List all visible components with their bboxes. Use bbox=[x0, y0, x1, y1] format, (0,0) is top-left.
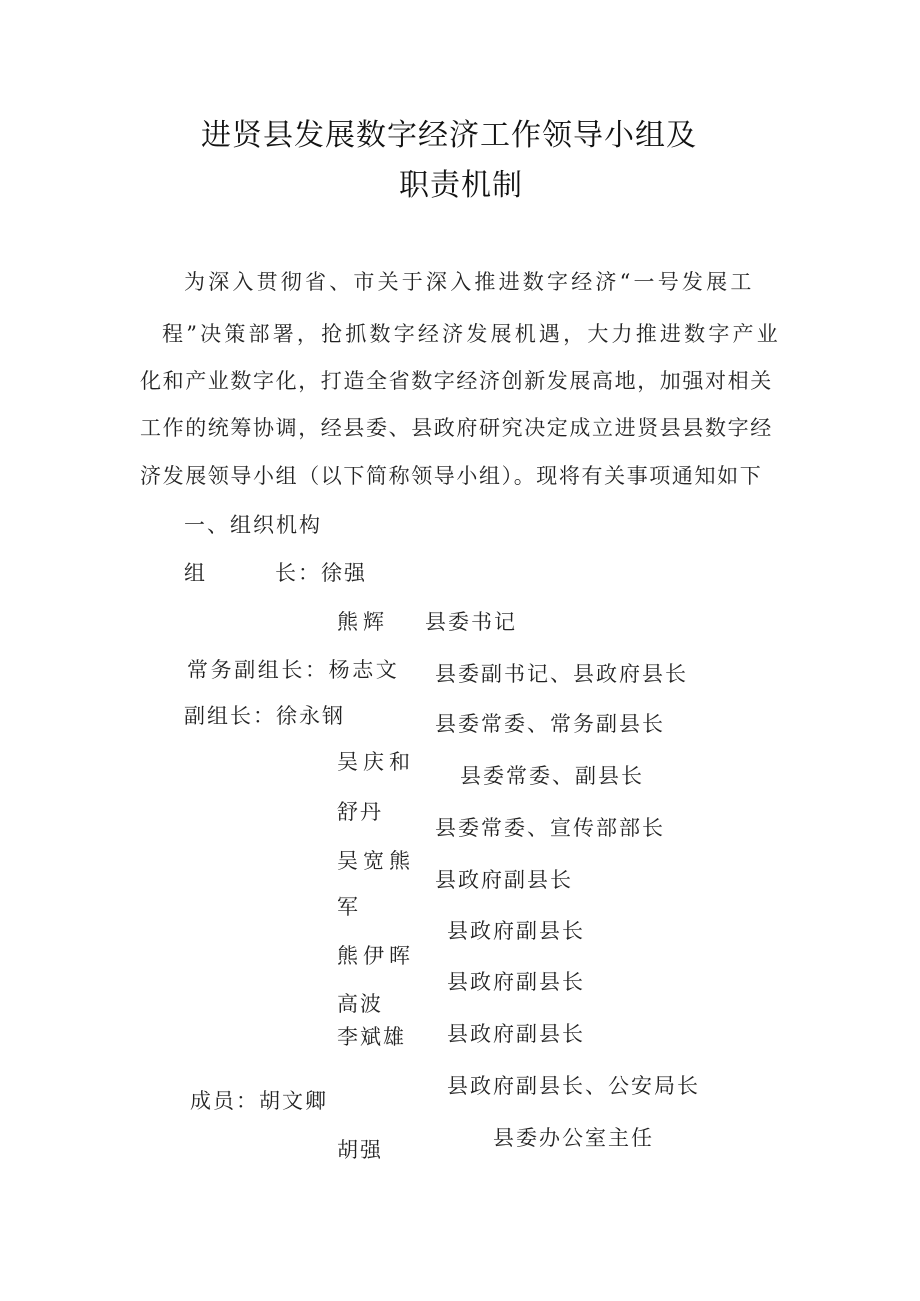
deputy-name: 李斌雄 bbox=[337, 1025, 406, 1049]
intro-line-4: 工作的统筹协调，经县委、县政府研究决定成立进贤县县数字经 bbox=[140, 416, 773, 440]
document-title-line-2: 职责机制 bbox=[399, 168, 523, 203]
deputy-title: 县政府副县长 bbox=[447, 1022, 585, 1046]
document-title-line-1: 进贤县发展数字经济工作领导小组及 bbox=[201, 118, 697, 153]
deputy-name: 军 bbox=[337, 895, 360, 919]
exec-deputy-leader: 常务副组长：杨志文 bbox=[187, 658, 400, 682]
deputy-title: 县政府副县长 bbox=[447, 919, 585, 943]
intro-line-3: 化和产业数字化，打造全省数字经济创新发展高地，加强对相关 bbox=[140, 369, 773, 393]
deputy-title: 县委常委、宣传部部长 bbox=[435, 816, 665, 840]
intro-line-5: 济发展领导小组（以下简称领导小组）。现将有关事项通知如下 bbox=[140, 464, 763, 488]
deputy-title: 县委常委、副县长 bbox=[460, 764, 644, 788]
member-title: 县委办公室主任 bbox=[493, 1126, 654, 1150]
leader-label: 组 bbox=[184, 561, 207, 585]
deputy-name: 熊伊晖 bbox=[337, 944, 415, 968]
deputy-title: 县委常委、常务副县长 bbox=[435, 712, 665, 736]
deputy-title: 县政府副县长 bbox=[435, 868, 573, 892]
deputy-leader: 副组长：徐永钢 bbox=[184, 704, 345, 728]
leader2-name: 熊辉 bbox=[337, 610, 389, 634]
deputy-name: 吴庆和 bbox=[337, 750, 415, 774]
intro-line-1: 为深入贯彻省、市关于深入推进数字经济“一号发展工 bbox=[184, 270, 755, 294]
exec-deputy-title: 县委副书记、县政府县长 bbox=[435, 662, 688, 686]
deputy-name: 舒丹 bbox=[337, 800, 383, 824]
section-heading-organization: 一、组织机构 bbox=[184, 513, 322, 537]
deputy-title: 县政府副县长、公安局长 bbox=[447, 1074, 700, 1098]
leader-name: 长：徐强 bbox=[275, 561, 367, 585]
members-label: 成员：胡文卿 bbox=[190, 1089, 328, 1113]
intro-line-2: 程”决策部署，抢抓数字经济发展机遇，大力推进数字产业 bbox=[162, 322, 781, 346]
deputy-name: 高波 bbox=[337, 992, 383, 1016]
member-name: 胡强 bbox=[337, 1138, 383, 1162]
deputy-name: 吴宽熊 bbox=[337, 849, 415, 873]
leader2-title: 县委书记 bbox=[425, 610, 517, 634]
deputy-title: 县政府副县长 bbox=[447, 970, 585, 994]
